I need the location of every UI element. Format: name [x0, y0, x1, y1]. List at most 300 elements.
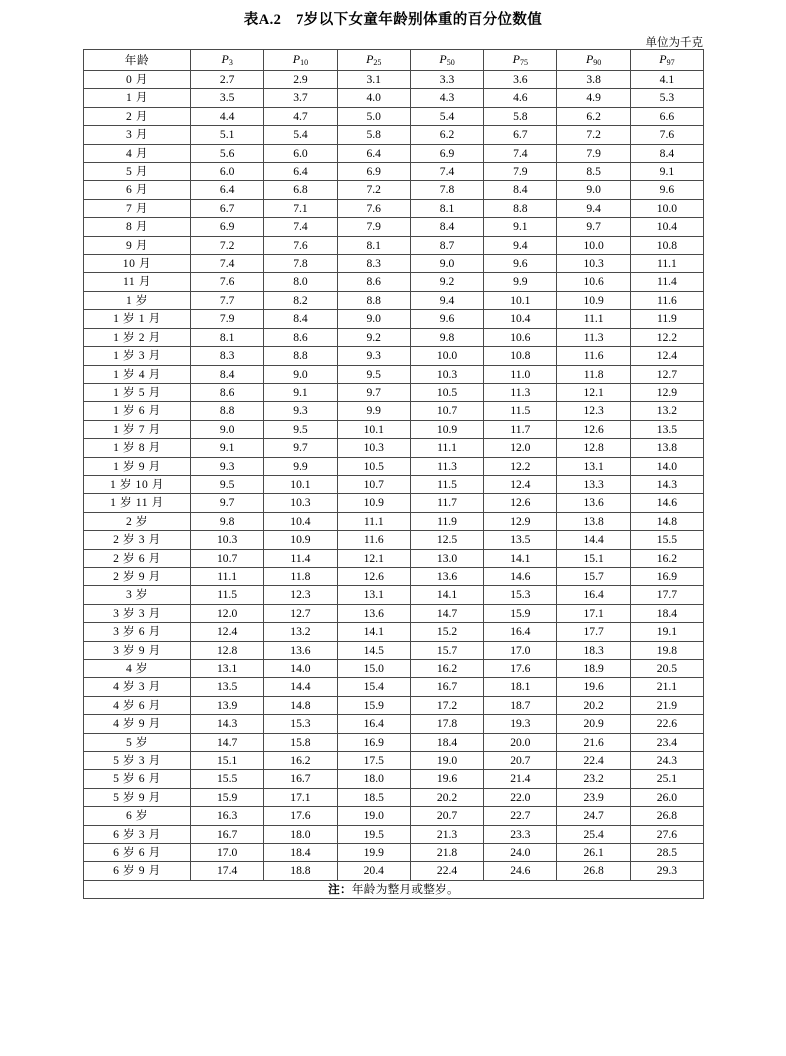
value-cell-p3: 15.1 [191, 752, 264, 770]
value-cell-p97: 11.6 [630, 291, 703, 309]
value-cell-p25: 7.2 [337, 181, 410, 199]
value-cell-p75: 14.1 [484, 549, 557, 567]
value-cell-p10: 10.9 [264, 531, 337, 549]
table-row [84, 660, 704, 678]
value-cell-p97: 29.3 [630, 862, 703, 880]
value-cell-p3: 13.9 [191, 696, 264, 714]
value-cell-p50: 21.8 [410, 844, 483, 862]
value-cell-p90: 12.8 [557, 439, 630, 457]
value-cell-p25: 18.5 [337, 788, 410, 806]
value-cell-p50: 10.3 [410, 365, 483, 383]
value-cell-p50: 8.4 [410, 218, 483, 236]
value-cell-p90: 18.3 [557, 641, 630, 659]
value-cell-p90: 11.1 [557, 310, 630, 328]
value-cell-p97: 10.0 [630, 199, 703, 217]
value-cell-p25: 14.5 [337, 641, 410, 659]
percentile-subscript: 75 [520, 58, 528, 67]
value-cell-p90: 19.6 [557, 678, 630, 696]
value-cell-p25: 7.9 [337, 218, 410, 236]
age-cell: 3 月 [84, 126, 191, 144]
percentile-table [83, 49, 704, 899]
table-body [84, 71, 704, 881]
table-row [84, 365, 704, 383]
value-cell-p10: 16.2 [264, 752, 337, 770]
value-cell-p90: 20.9 [557, 715, 630, 733]
value-cell-p90: 13.1 [557, 457, 630, 475]
value-cell-p50: 6.2 [410, 126, 483, 144]
value-cell-p97: 14.3 [630, 475, 703, 493]
value-cell-p25: 6.4 [337, 144, 410, 162]
table-row [84, 273, 704, 291]
value-cell-p90: 24.7 [557, 807, 630, 825]
table-row [84, 218, 704, 236]
table-row [84, 347, 704, 365]
value-cell-p3: 7.4 [191, 255, 264, 273]
age-cell: 9 月 [84, 236, 191, 254]
value-cell-p50: 10.7 [410, 402, 483, 420]
value-cell-p97: 25.1 [630, 770, 703, 788]
value-cell-p97: 26.8 [630, 807, 703, 825]
value-cell-p3: 15.5 [191, 770, 264, 788]
value-cell-p90: 4.9 [557, 89, 630, 107]
value-cell-p90: 16.4 [557, 586, 630, 604]
value-cell-p75: 8.4 [484, 181, 557, 199]
table-row [84, 623, 704, 641]
value-cell-p25: 10.9 [337, 494, 410, 512]
value-cell-p97: 21.9 [630, 696, 703, 714]
column-header-p25 [337, 50, 410, 71]
value-cell-p3: 15.9 [191, 788, 264, 806]
value-cell-p97: 23.4 [630, 733, 703, 751]
value-cell-p75: 11.5 [484, 402, 557, 420]
value-cell-p10: 15.8 [264, 733, 337, 751]
value-cell-p50: 14.7 [410, 604, 483, 622]
value-cell-p10: 13.2 [264, 623, 337, 641]
value-cell-p90: 15.7 [557, 567, 630, 585]
percentile-label: $P_3$ [221, 52, 233, 67]
header-row [84, 50, 704, 71]
value-cell-p50: 9.0 [410, 255, 483, 273]
age-cell: 11 月 [84, 273, 191, 291]
value-cell-p75: 19.3 [484, 715, 557, 733]
value-cell-p75: 9.6 [484, 255, 557, 273]
value-cell-p25: 18.0 [337, 770, 410, 788]
percentile-label: $P_{25}$ [366, 52, 382, 67]
table-row [84, 733, 704, 751]
value-cell-p90: 9.4 [557, 199, 630, 217]
value-cell-p50: 11.7 [410, 494, 483, 512]
value-cell-p97: 8.4 [630, 144, 703, 162]
age-cell: 5 岁 3 月 [84, 752, 191, 770]
age-cell: 1 岁 6 月 [84, 402, 191, 420]
value-cell-p75: 22.0 [484, 788, 557, 806]
table-row [84, 383, 704, 401]
value-cell-p90: 6.2 [557, 107, 630, 125]
value-cell-p3: 13.1 [191, 660, 264, 678]
value-cell-p3: 6.9 [191, 218, 264, 236]
value-cell-p90: 26.1 [557, 844, 630, 862]
age-cell: 5 岁 9 月 [84, 788, 191, 806]
value-cell-p75: 8.8 [484, 199, 557, 217]
value-cell-p90: 8.5 [557, 163, 630, 181]
value-cell-p90: 13.3 [557, 475, 630, 493]
table-row [84, 862, 704, 880]
percentile-subscript: 97 [666, 58, 675, 67]
table-row [84, 604, 704, 622]
table-row [84, 531, 704, 549]
age-cell: 3 岁 [84, 586, 191, 604]
age-cell: 4 岁 3 月 [84, 678, 191, 696]
age-cell: 10 月 [84, 255, 191, 273]
value-cell-p97: 12.9 [630, 383, 703, 401]
value-cell-p75: 17.6 [484, 660, 557, 678]
value-cell-p10: 9.7 [264, 439, 337, 457]
value-cell-p50: 10.0 [410, 347, 483, 365]
value-cell-p90: 12.6 [557, 420, 630, 438]
percentile-label: $P_{50}$ [439, 52, 455, 67]
value-cell-p50: 4.3 [410, 89, 483, 107]
value-cell-p25: 12.6 [337, 567, 410, 585]
value-cell-p75: 15.3 [484, 586, 557, 604]
value-cell-p90: 12.1 [557, 383, 630, 401]
value-cell-p97: 24.3 [630, 752, 703, 770]
value-cell-p10: 17.6 [264, 807, 337, 825]
value-cell-p50: 9.6 [410, 310, 483, 328]
value-cell-p75: 6.7 [484, 126, 557, 144]
value-cell-p97: 12.2 [630, 328, 703, 346]
value-cell-p75: 12.9 [484, 512, 557, 530]
value-cell-p75: 9.4 [484, 236, 557, 254]
table-row [84, 163, 704, 181]
value-cell-p75: 10.8 [484, 347, 557, 365]
value-cell-p97: 10.8 [630, 236, 703, 254]
age-cell: 2 岁 9 月 [84, 567, 191, 585]
table-row [84, 310, 704, 328]
table-row [84, 420, 704, 438]
percentile-label: $P_{75}$ [512, 52, 528, 67]
value-cell-p25: 5.8 [337, 126, 410, 144]
value-cell-p75: 11.0 [484, 365, 557, 383]
value-cell-p97: 13.2 [630, 402, 703, 420]
value-cell-p90: 17.1 [557, 604, 630, 622]
value-cell-p25: 19.0 [337, 807, 410, 825]
table-row [84, 439, 704, 457]
value-cell-p75: 23.3 [484, 825, 557, 843]
table-row [84, 89, 704, 107]
value-cell-p25: 10.1 [337, 420, 410, 438]
value-cell-p75: 20.7 [484, 752, 557, 770]
value-cell-p3: 8.4 [191, 365, 264, 383]
value-cell-p10: 18.4 [264, 844, 337, 862]
value-cell-p3: 7.6 [191, 273, 264, 291]
value-cell-p3: 2.7 [191, 71, 264, 89]
value-cell-p90: 9.0 [557, 181, 630, 199]
value-cell-p25: 13.1 [337, 586, 410, 604]
value-cell-p75: 9.9 [484, 273, 557, 291]
age-cell: 8 月 [84, 218, 191, 236]
value-cell-p75: 11.3 [484, 383, 557, 401]
value-cell-p97: 17.7 [630, 586, 703, 604]
value-cell-p10: 10.3 [264, 494, 337, 512]
value-cell-p50: 16.2 [410, 660, 483, 678]
note-row [84, 880, 704, 898]
percentile-subscript: 90 [593, 58, 602, 67]
value-cell-p90: 13.6 [557, 494, 630, 512]
value-cell-p10: 9.9 [264, 457, 337, 475]
value-cell-p97: 19.1 [630, 623, 703, 641]
table-row [84, 144, 704, 162]
table-row [84, 494, 704, 512]
value-cell-p97: 14.8 [630, 512, 703, 530]
value-cell-p3: 16.3 [191, 807, 264, 825]
table-row [84, 475, 704, 493]
value-cell-p97: 12.7 [630, 365, 703, 383]
value-cell-p3: 11.5 [191, 586, 264, 604]
value-cell-p97: 13.8 [630, 439, 703, 457]
age-cell: 2 岁 [84, 512, 191, 530]
value-cell-p25: 9.2 [337, 328, 410, 346]
value-cell-p90: 17.7 [557, 623, 630, 641]
age-cell: 1 岁 2 月 [84, 328, 191, 346]
value-cell-p50: 11.1 [410, 439, 483, 457]
value-cell-p3: 8.3 [191, 347, 264, 365]
value-cell-p3: 6.4 [191, 181, 264, 199]
value-cell-p25: 11.6 [337, 531, 410, 549]
value-cell-p3: 13.5 [191, 678, 264, 696]
value-cell-p75: 12.0 [484, 439, 557, 457]
value-cell-p97: 9.1 [630, 163, 703, 181]
value-cell-p10: 10.4 [264, 512, 337, 530]
table-row [84, 236, 704, 254]
percentile-subscript: 50 [446, 58, 455, 67]
table-row [84, 807, 704, 825]
value-cell-p90: 9.7 [557, 218, 630, 236]
value-cell-p10: 17.1 [264, 788, 337, 806]
note-marker: 注： [328, 882, 352, 896]
value-cell-p10: 7.4 [264, 218, 337, 236]
age-cell: 1 岁 7 月 [84, 420, 191, 438]
column-header-p75 [484, 50, 557, 71]
value-cell-p75: 17.0 [484, 641, 557, 659]
percentile-label: $P_{10}$ [292, 52, 309, 67]
value-cell-p75: 22.7 [484, 807, 557, 825]
age-cell: 1 岁 3 月 [84, 347, 191, 365]
value-cell-p3: 8.1 [191, 328, 264, 346]
value-cell-p75: 7.9 [484, 163, 557, 181]
percentile-label: $P_{97}$ [659, 52, 675, 67]
value-cell-p90: 23.2 [557, 770, 630, 788]
value-cell-p10: 15.3 [264, 715, 337, 733]
table-row [84, 567, 704, 585]
value-cell-p75: 15.9 [484, 604, 557, 622]
age-cell: 6 岁 [84, 807, 191, 825]
value-cell-p3: 3.5 [191, 89, 264, 107]
age-cell: 1 岁 4 月 [84, 365, 191, 383]
table-row [84, 512, 704, 530]
value-cell-p10: 5.4 [264, 126, 337, 144]
value-cell-p25: 8.6 [337, 273, 410, 291]
value-cell-p75: 9.1 [484, 218, 557, 236]
value-cell-p90: 15.1 [557, 549, 630, 567]
value-cell-p75: 24.0 [484, 844, 557, 862]
value-cell-p50: 21.3 [410, 825, 483, 843]
value-cell-p75: 10.1 [484, 291, 557, 309]
value-cell-p25: 9.7 [337, 383, 410, 401]
table-row [84, 107, 704, 125]
value-cell-p25: 8.8 [337, 291, 410, 309]
table-header [84, 50, 704, 71]
value-cell-p90: 12.3 [557, 402, 630, 420]
value-cell-p3: 12.4 [191, 623, 264, 641]
value-cell-p3: 10.7 [191, 549, 264, 567]
value-cell-p50: 9.4 [410, 291, 483, 309]
value-cell-p25: 20.4 [337, 862, 410, 880]
value-cell-p97: 16.9 [630, 567, 703, 585]
age-cell: 5 岁 6 月 [84, 770, 191, 788]
value-cell-p25: 15.0 [337, 660, 410, 678]
column-header-p97 [630, 50, 703, 71]
age-cell: 1 月 [84, 89, 191, 107]
value-cell-p97: 21.1 [630, 678, 703, 696]
value-cell-p10: 6.4 [264, 163, 337, 181]
value-cell-p3: 14.3 [191, 715, 264, 733]
value-cell-p3: 5.1 [191, 126, 264, 144]
value-cell-p25: 17.5 [337, 752, 410, 770]
value-cell-p25: 8.3 [337, 255, 410, 273]
value-cell-p50: 8.7 [410, 236, 483, 254]
age-cell: 1 岁 10 月 [84, 475, 191, 493]
value-cell-p50: 19.0 [410, 752, 483, 770]
value-cell-p25: 9.5 [337, 365, 410, 383]
value-cell-p25: 16.4 [337, 715, 410, 733]
value-cell-p50: 19.6 [410, 770, 483, 788]
age-cell: 4 岁 [84, 660, 191, 678]
value-cell-p10: 14.4 [264, 678, 337, 696]
value-cell-p10: 12.7 [264, 604, 337, 622]
value-cell-p75: 3.6 [484, 71, 557, 89]
value-cell-p50: 14.1 [410, 586, 483, 604]
value-cell-p75: 20.0 [484, 733, 557, 751]
value-cell-p75: 18.7 [484, 696, 557, 714]
value-cell-p25: 8.1 [337, 236, 410, 254]
page-title: 表A.2 7岁以下女童年龄别体重的百分位数值 [243, 12, 543, 28]
value-cell-p50: 17.2 [410, 696, 483, 714]
value-cell-p50: 10.5 [410, 383, 483, 401]
age-cell: 7 月 [84, 199, 191, 217]
age-cell: 6 岁 3 月 [84, 825, 191, 843]
table-row [84, 291, 704, 309]
value-cell-p97: 26.0 [630, 788, 703, 806]
value-cell-p75: 12.6 [484, 494, 557, 512]
value-cell-p10: 13.6 [264, 641, 337, 659]
value-cell-p50: 8.1 [410, 199, 483, 217]
value-cell-p25: 9.3 [337, 347, 410, 365]
value-cell-p50: 5.4 [410, 107, 483, 125]
value-cell-p10: 11.4 [264, 549, 337, 567]
note-text: 年龄为整月或整岁。 [351, 882, 459, 896]
value-cell-p3: 7.7 [191, 291, 264, 309]
value-cell-p25: 9.9 [337, 402, 410, 420]
value-cell-p3: 9.8 [191, 512, 264, 530]
value-cell-p90: 25.4 [557, 825, 630, 843]
value-cell-p90: 7.2 [557, 126, 630, 144]
value-cell-p25: 11.1 [337, 512, 410, 530]
table-row [84, 181, 704, 199]
value-cell-p97: 20.5 [630, 660, 703, 678]
value-cell-p50: 13.6 [410, 567, 483, 585]
value-cell-p97: 11.1 [630, 255, 703, 273]
age-cell: 4 岁 6 月 [84, 696, 191, 714]
value-cell-p3: 11.1 [191, 567, 264, 585]
value-cell-p10: 14.0 [264, 660, 337, 678]
table-row [84, 788, 704, 806]
value-cell-p50: 22.4 [410, 862, 483, 880]
value-cell-p50: 15.2 [410, 623, 483, 641]
table-row [84, 586, 704, 604]
value-cell-p50: 11.5 [410, 475, 483, 493]
column-header-age: 年龄 [84, 50, 191, 71]
value-cell-p25: 10.7 [337, 475, 410, 493]
value-cell-p10: 18.0 [264, 825, 337, 843]
value-cell-p10: 2.9 [264, 71, 337, 89]
value-cell-p25: 19.9 [337, 844, 410, 862]
table-row [84, 752, 704, 770]
value-cell-p25: 10.5 [337, 457, 410, 475]
column-header-p3 [191, 50, 264, 71]
value-cell-p25: 5.0 [337, 107, 410, 125]
value-cell-p10: 16.7 [264, 770, 337, 788]
unit-label: 单位为千克 [645, 37, 703, 50]
age-cell: 1 岁 9 月 [84, 457, 191, 475]
value-cell-p90: 3.8 [557, 71, 630, 89]
value-cell-p3: 9.0 [191, 420, 264, 438]
table-row [84, 126, 704, 144]
value-cell-p97: 11.4 [630, 273, 703, 291]
value-cell-p25: 3.1 [337, 71, 410, 89]
value-cell-p75: 16.4 [484, 623, 557, 641]
age-cell: 4 岁 9 月 [84, 715, 191, 733]
value-cell-p75: 13.5 [484, 531, 557, 549]
value-cell-p50: 16.7 [410, 678, 483, 696]
value-cell-p3: 6.0 [191, 163, 264, 181]
value-cell-p90: 10.3 [557, 255, 630, 273]
age-cell: 1 岁 8 月 [84, 439, 191, 457]
percentile-subscript: 10 [300, 58, 309, 67]
value-cell-p50: 17.8 [410, 715, 483, 733]
value-cell-p3: 9.5 [191, 475, 264, 493]
value-cell-p90: 14.4 [557, 531, 630, 549]
age-cell: 6 月 [84, 181, 191, 199]
age-cell: 6 岁 6 月 [84, 844, 191, 862]
value-cell-p10: 8.2 [264, 291, 337, 309]
value-cell-p25: 12.1 [337, 549, 410, 567]
value-cell-p25: 13.6 [337, 604, 410, 622]
value-cell-p50: 18.4 [410, 733, 483, 751]
age-cell: 6 岁 9 月 [84, 862, 191, 880]
age-cell: 3 岁 9 月 [84, 641, 191, 659]
age-cell: 5 月 [84, 163, 191, 181]
value-cell-p75: 4.6 [484, 89, 557, 107]
value-cell-p10: 6.8 [264, 181, 337, 199]
value-cell-p90: 18.9 [557, 660, 630, 678]
value-cell-p75: 24.6 [484, 862, 557, 880]
value-cell-p90: 23.9 [557, 788, 630, 806]
age-cell: 2 月 [84, 107, 191, 125]
value-cell-p3: 9.3 [191, 457, 264, 475]
value-cell-p97: 13.5 [630, 420, 703, 438]
percentile-table-container [83, 49, 703, 899]
table-row [84, 71, 704, 89]
